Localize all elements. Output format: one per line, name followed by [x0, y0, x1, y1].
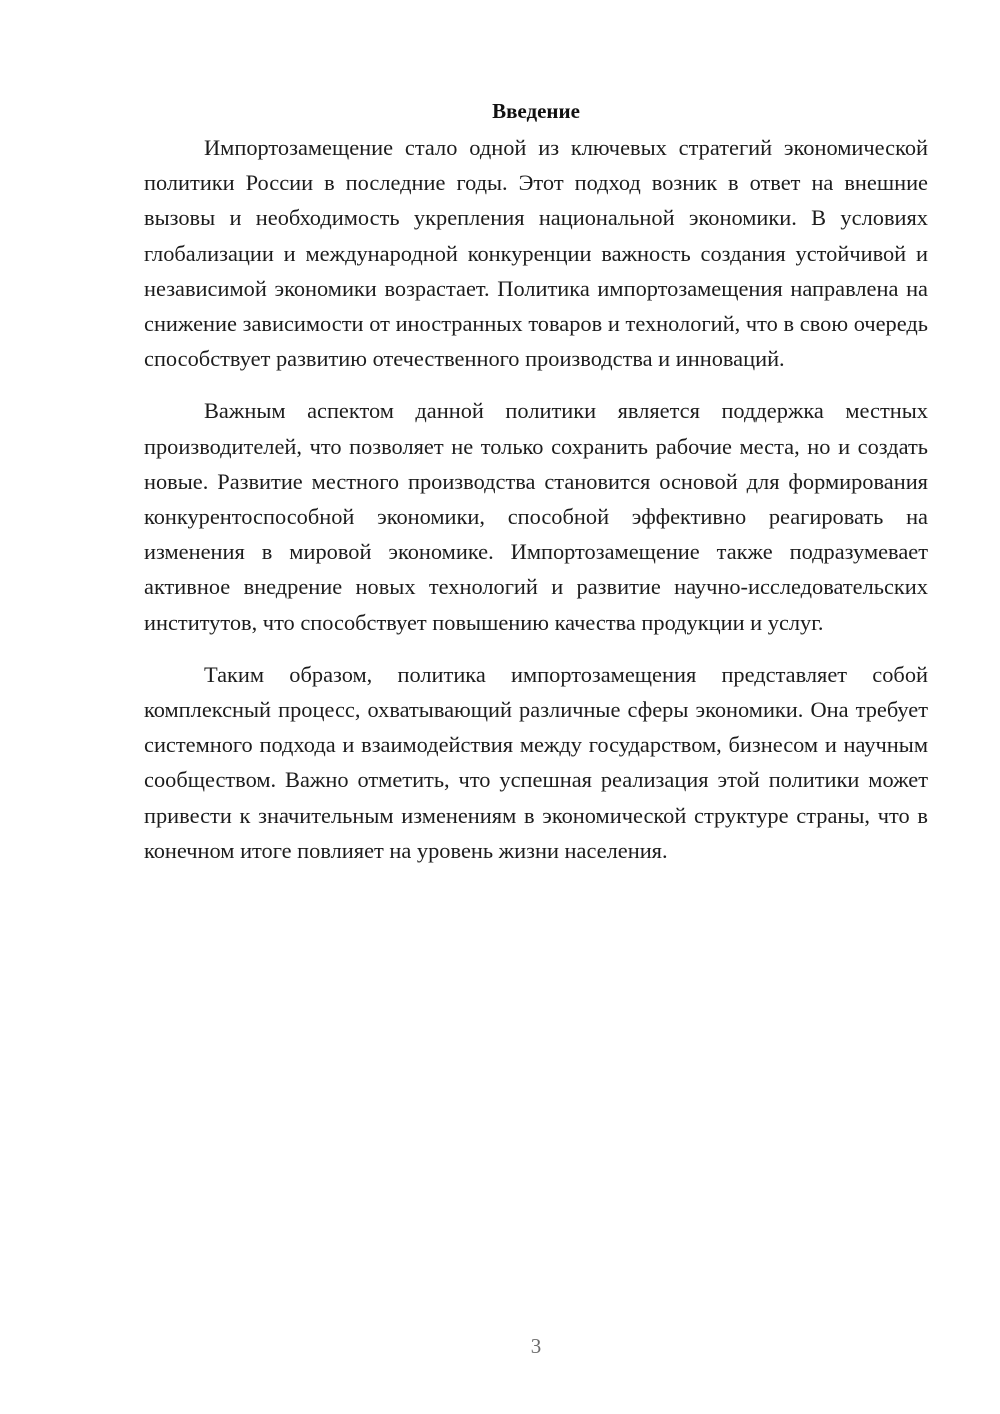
page-number: 3: [530, 1334, 542, 1358]
page-content: [144, 96, 928, 885]
paragraph-2: Важным аспектом данной политики является поддержка местных производителей, что позволяет не только сохранить рабочие места, но и создать новые. Развитие местного производства становится основой для формирования конкурентоспособной экономики, способной эффективно реагировать на изменения в мировой экономике. Импортозамещение также подразумевает активное внедрение новых технологий и развитие научно-исследовательских институтов, что способствует повышению качества продукции и услуг.: [144, 398, 928, 635]
paragraph-1: Импортозамещение стало одной из ключевых стратегий экономической политики России в последние годы. Этот подход возник в ответ на внешние вызовы и необходимость укрепления национальной экономики. В условиях глобализации и международной конкуренции важность создания устойчивой и независимой экономики возрастает. Политика импортозамещения направлена на снижение зависимости от иностранных товаров и технологий, что в свою очередь способствует развитию отечественного производства и инноваций.: [144, 135, 928, 372]
paragraph-3: Таким образом, политика импортозамещения представляет собой комплексный процесс, охватывающий различные сферы экономики. Она требует системного подхода и взаимодействия между государством, бизнесом и научным сообществом. Важно отметить, что успешная реализация этой политики может привести к значительным изменениям в экономической структуре страны, что в конечном итоге повлияет на уровень жизни населения.: [144, 661, 928, 863]
section-heading: Введение: [492, 99, 580, 123]
